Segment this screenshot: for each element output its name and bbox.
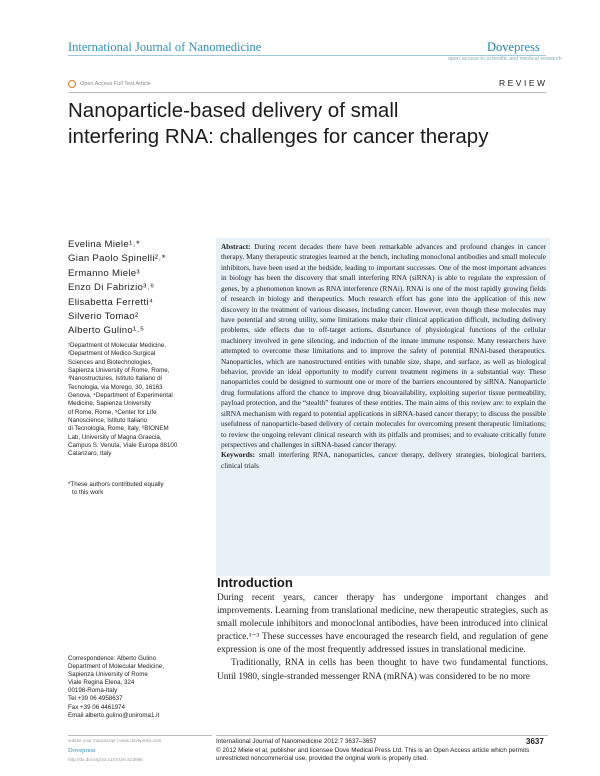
- affiliation-line: Tecnologia, via Morego, 30, 16163: [68, 383, 163, 391]
- author: Evelina Miele¹˒*: [68, 239, 140, 250]
- correspondence-line: Sapienza University of Rome: [68, 671, 148, 679]
- footer-rule-left: [68, 735, 212, 736]
- article-type: REVIEW: [499, 78, 548, 88]
- open-access-text: Open Access Full Text Article: [80, 81, 151, 87]
- open-access-label: [68, 80, 151, 88]
- title-line-2: interfering RNA: challenges for cancer therapy: [68, 125, 489, 148]
- publisher-tagline: open access to scientific and medical research: [448, 56, 562, 62]
- paragraph: Traditionally, RNA in cells has been thought to have two fundamental functions. Until 1980, single-stranded messenger RNA (mRNA) was considered to be no more: [217, 658, 548, 682]
- submit-manuscript-link[interactable]: submit your manuscript | www.dovepress.com: [68, 738, 162, 743]
- affiliation-line: Medicine, Sapienza University: [68, 400, 151, 408]
- affiliations: [68, 342, 218, 459]
- section-heading-introduction: Introduction: [217, 575, 293, 590]
- abstract: [221, 242, 546, 471]
- open-access-icon: [68, 80, 76, 88]
- section-rule: [68, 92, 546, 93]
- equal-note-line: to this work: [72, 489, 104, 497]
- affiliation-line: Campus S. Venuta, Viale Europa 88100: [68, 442, 178, 450]
- affiliation-line: Sapienza University of Rome, Rome,: [68, 367, 170, 375]
- publisher-logo: [487, 40, 540, 55]
- correspondence-line: Fax +39 06 4461974: [68, 703, 125, 711]
- correspondence-line: Correspondence: Alberto Gulino: [68, 655, 157, 662]
- title-line-1: Nanoparticle-based delivery of small: [68, 99, 399, 122]
- footer-publisher-logo: Dovepress: [68, 747, 96, 754]
- author: Enzo Di Fabrizio³˒⁶: [68, 282, 155, 294]
- keywords-text: small interfering RNA, nanoparticles, cancer therapy, delivery strategies, biological barriers, clinical trials: [221, 450, 546, 470]
- publisher-logo-a: Dove: [487, 40, 515, 54]
- correspondence-line: Department of Molecular Medicine,: [68, 663, 164, 671]
- publisher-logo-b: press: [514, 40, 540, 54]
- author: Elisabetta Ferretti⁴: [68, 296, 154, 308]
- footer-rule-right: [216, 735, 548, 736]
- citation-line: International Journal of Nanomedicine 2012:7 3637–3657: [216, 738, 377, 745]
- affiliation-line: ¹Department of Molecular Medicine,: [68, 342, 167, 349]
- affiliation-line: Lab, University of Magna Graecia,: [68, 433, 162, 441]
- correspondence-line: Tel +39 06 4958637: [68, 695, 123, 703]
- affiliation-line: Nanoscience, Istituto Italiano: [68, 417, 148, 425]
- paragraph: During recent years, cancer therapy has undergone important changes and improvements. Learning from translational medicine, new therapeutic strategies, such as small molecule inhibitors and monoclonal antibodies, have been introduced into clinical practice.¹⁻³ These successes have encouraged the research field, and regulation of gene expression is one of the most frequently addressed issues in translational medicine.: [217, 593, 548, 656]
- correspondence-line: Viale Regina Elena, 324: [68, 679, 135, 687]
- page-number: 3637: [526, 737, 544, 746]
- affiliation-line: Catanzaro, Italy: [68, 450, 112, 458]
- author: Alberto Gulino¹˒⁵: [68, 325, 145, 337]
- introduction-body: [217, 592, 548, 684]
- equal-contribution-note: [68, 481, 218, 498]
- equal-note-line: *These authors contributed equally: [68, 481, 164, 488]
- affiliation-line: of Rome, Rome, ⁵Center for Life: [68, 408, 157, 416]
- author: Gian Paolo Spinelli²˒*: [68, 253, 166, 265]
- correspondence-email[interactable]: Email alberto.gulino@uniroma1.it: [68, 711, 160, 719]
- author: Silverio Tomao²: [68, 311, 139, 323]
- affiliation-line: Sciences and Biotechnologies,: [68, 358, 153, 366]
- affiliation-line: ²Department of Medico-Surgical: [68, 350, 156, 358]
- keywords-label: Keywords:: [221, 450, 256, 460]
- article-title: [68, 98, 538, 150]
- correspondence-block: [68, 655, 218, 720]
- abstract-label: Abstract:: [221, 242, 251, 251]
- correspondence-line: 00198-Roma-Italy: [68, 687, 118, 695]
- copyright-notice: © 2012 Miele et al, publisher and licensee Dove Medical Press Ltd. This is an Open Access article which permits unrestricted noncommercial use, provided the original work is properly cited.: [216, 747, 530, 763]
- doi-link[interactable]: http://dx.doi.org/10.2147/IJN.S23696: [68, 757, 143, 762]
- journal-name: International Journal of Nanomedicine: [68, 40, 262, 54]
- author-list: [68, 238, 218, 339]
- abstract-text: During recent decades there have been remarkable advances and profound changes in cancer therapy. Many therapeutic strategies learned at the bench, including monoclonal antibodies and small molecule inhibitors, have been used at the bedside, leading to important successes. One of the most important advances in biology has been the discovery that small interfering RNA (siRNA) is able to regulate the expression of genes, by a phenomenon known as RNA interference (RNAi). RNAi is one of the most rapidly growing fields of research in biology and therapeutics. Much research effort has gone into the application of this new discovery in the treatment of various diseases, including cancer. However, even though these molecules may have potential and strong utility, some limitations make their clinical application difficult, including delivery problems, side effects due to off-target actions, disturbance of physiological functions of the cellular machinery involved in gene silencing, and induction of the innate immune response. Many researchers have attempted to overcome these limitations and to improve the safety of potential RNAi-based therapeutics. Nanoparticles, which are nanostructured entities with tunable size, shape, and surface, as well as biological behavior, provide an ideal opportunity to modify current treatment regimens in a substantial way. These nanoparticles could be designed to surmount one or more of the barriers encountered by siRNA. Nanoparticle drug formulations afford the chance to improve drug bioavailability, exploiting superior tissue permeability, payload protection, and the “stealth” features of these entities. The main aims of this review are: to explain the siRNA mechanism with regard to potential applications in siRNA-based cancer therapy; to discuss the possible usefulness of nanoparticle-based delivery of certain molecules for overcoming present therapeutic limitations; to review the ongoing relevant clinical research with its pitfalls and promises; and to evaluate critically future perspectives and challenges in siRNA-based cancer therapy.: [221, 242, 546, 450]
- affiliation-line: Genova, ⁴Department of Experimental: [68, 392, 173, 400]
- author: Ermanno Miele³: [68, 267, 140, 279]
- affiliation-line: ³Nanostructures, Istituto Italiano di: [68, 375, 162, 383]
- affiliation-line: di Tecnologia, Rome, Italy, ⁶BIONEM: [68, 425, 169, 433]
